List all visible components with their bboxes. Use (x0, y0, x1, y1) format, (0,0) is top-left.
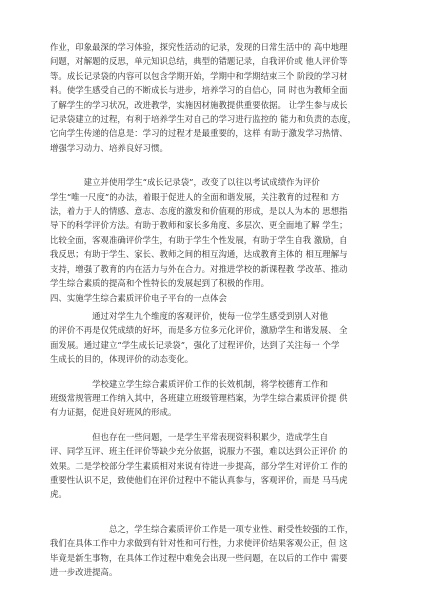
paragraph-long-term-mechanism (50, 377, 399, 420)
text-line: 料。使学生感受自己的不断成长与进步，培养学习的自信心，同 时也为教师全面 (50, 85, 348, 96)
text-line: 学生综合素质的提高和个性特长的发展起到了积极的作用。 (50, 278, 270, 289)
text-line: 我们在具体工作中力求做到有针对性和可行性，力求使评价结果客观公正，但 这 (50, 538, 348, 549)
text-line: 记录袋建立的过程，有利于培养学生对自己的学习进行监控的 能力和负责的态度， (50, 114, 357, 125)
text-line: 总之，学生综合素质评价工作是一项专业性、耐受性较强的工作， (50, 523, 354, 534)
text-line: 等。成长记录袋的内容可以包含学期开始，学期中和学期结束三个 阶段的学习材 (50, 70, 348, 81)
text-line: 法，着力于人的情感、意志、态度的激发和价值观的形成，是以人为本的 思想指 (50, 206, 348, 217)
text-line: 班级常规管理工作纳入其中，各班建立班级管理档案，为学生综合素质评价提 供 (50, 392, 348, 403)
text-line: 面发展。通过建立“学生成长记录袋”，强化了过程评价，达到了关注每一 个学 (50, 339, 340, 350)
text-line: 通过对学生九个维度的客观评价，使每一位学生感受到别人对他 (50, 310, 329, 321)
text-line: 生成长的目的，体现评价的动态变化。 (50, 354, 194, 365)
text-line: 增强学习动力、培养良好习惯。 (50, 142, 168, 153)
text-line: 学生“唯一尺度”的办法，着眼于促进人的全面和谐发展，关注教育的过程和 方 (50, 191, 340, 202)
text-line: 的评价不再是仅凭成绩的好坏，而是多方位多元化评价，激励学生和谐发展、 全 (50, 325, 348, 336)
paragraph-conclusion (50, 522, 399, 580)
paragraph-portfolio-benefits (50, 175, 399, 290)
text-line: 评、同学互评、班主任评价等缺少充分依据，说服力不强，难以达到公正评价 的 (50, 446, 348, 457)
text-line: 问题，对解题的反思，单元知识总结，典型的错题记录，自我评价或 他人评价等 (50, 56, 348, 67)
text-line: 它向学生传递的信息是：学习的过程才是最重要的，这样 有助于激发学习热情、 (50, 128, 348, 139)
paragraph-problems (50, 430, 399, 502)
text-line: 有力证据，促进良好班风的形成。 (50, 407, 177, 418)
text-line: 效果。二是学校部分学生素质相对来说有待进一步提高，部分学生对评价工 作的 (50, 460, 348, 471)
text-line: 建立并使用学生“成长记录袋”，改变了以往以考试成绩作为评价 (50, 177, 320, 188)
text-line: 作业，印象最深的学习体验，探究性活动的记录，发现的日常生活中的 高中地理 (50, 42, 348, 52)
text-line: 导下的科学评价方法。有助于教师和家长多角度、多层次、更全面地了解 学生； (50, 220, 348, 231)
text-line: 虎。 (50, 489, 67, 500)
section-title: 四、实施学生综合素质评价电子平台的一点体会 (50, 292, 227, 303)
paragraph-growth-portfolio-contents (50, 40, 399, 155)
text-line: 进一步改进提高。 (50, 567, 118, 577)
paragraph-nine-dimensions (50, 309, 399, 367)
text-line: 但也存在一些问题，一是学生平常表现资料积累少，造成学生自 (50, 431, 329, 442)
text-line: 重要性认识不足，致使他们在评价过程中不能认真参与，客观评价，而是 马马虎 (50, 474, 348, 485)
text-line: 支持，增强了教育的内在活力与外在合力。对推进学校的新课程教 学改革、推动 (50, 263, 348, 274)
text-line: 毕竟是新生事物，在具体工作过程中难免会出现一些问题，在以后的工作中 需要 (50, 552, 348, 563)
text-line: 我反思；有助于学生、家长、教师之间的相互沟通，达成教育主体的 相互理解与 (50, 249, 348, 260)
section-heading (50, 291, 399, 305)
text-line: 学校建立学生综合素质评价工作的长效机制，将学校德育工作和 (50, 378, 329, 389)
text-line: 了解学生的学习状况，改进教学，实施因材施教提供重要依据。 让学生参与成长 (50, 99, 348, 110)
text-line: 比较全面，客观准确评价学生，有助于学生个性发展，有助于学生自我 激励，自 (50, 234, 348, 245)
